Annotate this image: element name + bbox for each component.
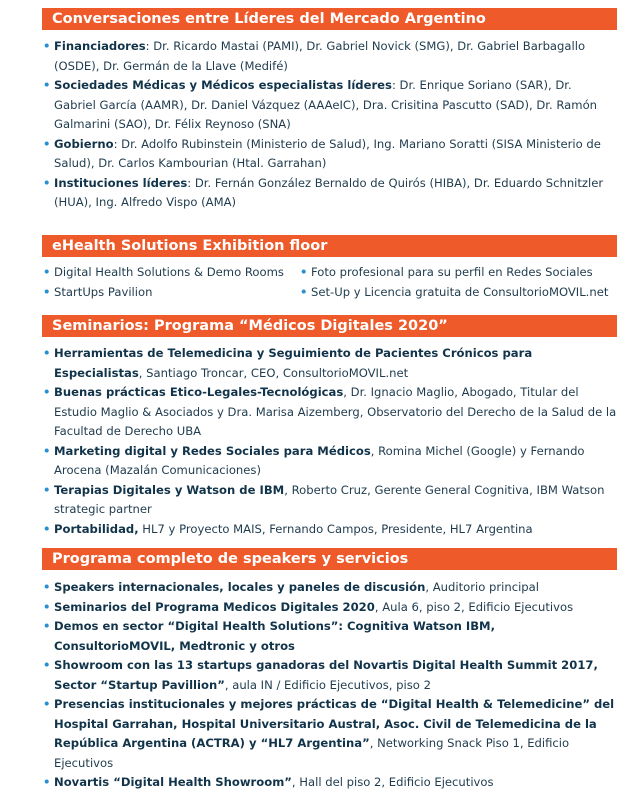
item-text: Dr. Ignacio Maglio, Abogado, Titular del Estudio Maglio & Asociados y Dra. Marisa Aizemberg, Observatorio del Derecho de la Salud de la Facultad de Derecho UBA bbox=[54, 385, 617, 438]
item-separator: , bbox=[284, 482, 292, 497]
item-heading: Showroom con las 13 startups ganadoras del Novartis Digital Health Summit 2017, Sector “Startup Pavillion” bbox=[54, 658, 598, 692]
item-text: Romina Michel (Google) y Fernando Arocena (Mazalán Comunicaciones) bbox=[54, 443, 585, 477]
item-heading: Presencias institucionales y mejores prácticas de “Digital Health & Telemedicine” del Hospital Garrahan, Hospital Universitario Austral, Asoc. Civil de Telemedicina de la República Argentina (ACTRA) y “HL7 Argentina” bbox=[54, 697, 615, 750]
list-item bbox=[42, 578, 617, 598]
section-header-exhibition: eHealth Solutions Exhibition floor bbox=[42, 235, 617, 257]
item-text: aula IN / Edificio Ejecutivos, piso 2 bbox=[232, 677, 431, 692]
item-text: Roberto Cruz, Gerente General Cognitiva, IBM Watson strategic partner bbox=[54, 482, 605, 516]
item-text: HL7 y Proyecto MAIS, Fernando Campos, Presidente, HL7 Argentina bbox=[142, 521, 533, 536]
item-heading: Terapias Digitales y Watson de IBM bbox=[54, 482, 285, 497]
list-item bbox=[42, 598, 617, 618]
item-separator: , bbox=[374, 599, 383, 614]
item-separator: , bbox=[291, 775, 300, 789]
item-heading: Demos en sector “Digital Health Solutions”: Cognitiva Watson IBM, ConsultorioMOVIL, Medtronic y otros bbox=[54, 619, 495, 653]
item-separator: , bbox=[138, 365, 147, 380]
item-text: Dr. Adolfo Rubinstein (Ministerio de Salud), Ing. Mariano Soratti (SISA Ministerio de Salud), Dr. Carlos Kambourian (Htal. Garrahan) bbox=[54, 136, 601, 170]
list-item bbox=[42, 656, 617, 695]
item-separator: , bbox=[343, 385, 351, 399]
list-item bbox=[42, 344, 617, 383]
list-item bbox=[42, 76, 617, 135]
list-item bbox=[42, 383, 617, 442]
item-heading: Herramientas de Telemedicina y Seguimiento de Pacientes Crónicos para Especialistas bbox=[54, 346, 533, 380]
list-item bbox=[42, 773, 617, 793]
item-heading: Seminarios del Programa Medicos Digitales 2020 bbox=[54, 599, 375, 614]
item-heading: Instituciones líderes bbox=[54, 175, 188, 190]
item-text: Dr. Ricardo Mastai (PAMI), Dr. Gabriel Novick (SMG), Dr. Gabriel Barbagallo (OSDE), Dr. Germán de la Llave (Medifé) bbox=[54, 39, 586, 73]
item-heading: Portabilidad, bbox=[54, 521, 139, 536]
item-text: Aula 6, piso 2, Edificio Ejecutivos bbox=[382, 599, 574, 614]
list-item bbox=[42, 481, 617, 520]
item-separator: , bbox=[224, 677, 233, 692]
list-item bbox=[42, 37, 617, 76]
item-separator: , bbox=[370, 443, 379, 458]
item-heading: Speakers internacionales, locales y paneles de discusión bbox=[54, 580, 426, 594]
item-heading: Marketing digital y Redes Sociales para Médicos bbox=[54, 443, 371, 458]
section-seminarios-list bbox=[42, 344, 617, 539]
section-header-seminarios: Seminarios: Programa “Médicos Digitales 2020” bbox=[42, 315, 617, 337]
exhibition-left-column bbox=[42, 263, 284, 302]
section-programa-list bbox=[42, 578, 617, 793]
item-heading: Gobierno bbox=[54, 136, 114, 151]
item-separator: : bbox=[145, 39, 154, 53]
item-text: Dr. Fernán González Bernaldo de Quirós (HIBA), Dr. Eduardo Schnitzler (HUA), Ing. Alfredo Vispo (AMA) bbox=[54, 175, 604, 209]
item-text: Dr. Enrique Soriano (SAR), Dr. Gabriel García (AAMR), Dr. Daniel Vázquez (AAAeIC), Dra. Crisitina Pascutto (SAD), Dr. Ramón Galmarini (SAO), Dr. Félix Reynoso (SNA) bbox=[54, 78, 598, 131]
section-lideres-list bbox=[42, 37, 617, 213]
list-item bbox=[42, 442, 617, 481]
list-item: • Foto profesional para su perfil en Redes Sociales bbox=[299, 263, 608, 283]
item-separator: , bbox=[425, 580, 433, 594]
item-heading: Financiadores bbox=[54, 39, 146, 53]
list-item bbox=[42, 174, 617, 213]
list-item: • Digital Health Solutions & Demo Rooms bbox=[42, 263, 284, 283]
item-text: Networking Snack Piso 1, Edificio Ejecutivos bbox=[54, 736, 570, 770]
item-separator: : bbox=[187, 175, 195, 190]
list-item bbox=[42, 520, 617, 540]
exhibition-right-column bbox=[299, 263, 608, 302]
item-separator: : bbox=[113, 136, 122, 151]
section-header-lideres: Conversaciones entre Líderes del Mercado Argentino bbox=[42, 8, 617, 30]
item-text: Auditorio principal bbox=[432, 580, 539, 594]
item-heading: Novartis “Digital Health Showroom” bbox=[54, 775, 292, 789]
item-text: Hall del piso 2, Edificio Ejecutivos bbox=[299, 775, 494, 789]
item-heading: Buenas prácticas Etico-Legales-Tecnológicas bbox=[54, 385, 344, 399]
section-header-programa: Programa completo de speakers y servicios bbox=[42, 548, 617, 570]
list-item bbox=[42, 617, 617, 656]
list-item bbox=[42, 695, 617, 773]
list-item: • Set-Up y Licencia gratuita de ConsultorioMOVIL.net bbox=[299, 283, 608, 303]
list-item bbox=[42, 135, 617, 174]
item-heading: Sociedades Médicas y Médicos especialistas líderes bbox=[54, 78, 392, 92]
item-separator: : bbox=[391, 78, 400, 92]
item-separator: , bbox=[369, 736, 378, 750]
list-item: • StartUps Pavilion bbox=[42, 283, 284, 303]
item-text: Santiago Troncar, CEO, ConsultorioMOVIL.net bbox=[146, 365, 409, 380]
